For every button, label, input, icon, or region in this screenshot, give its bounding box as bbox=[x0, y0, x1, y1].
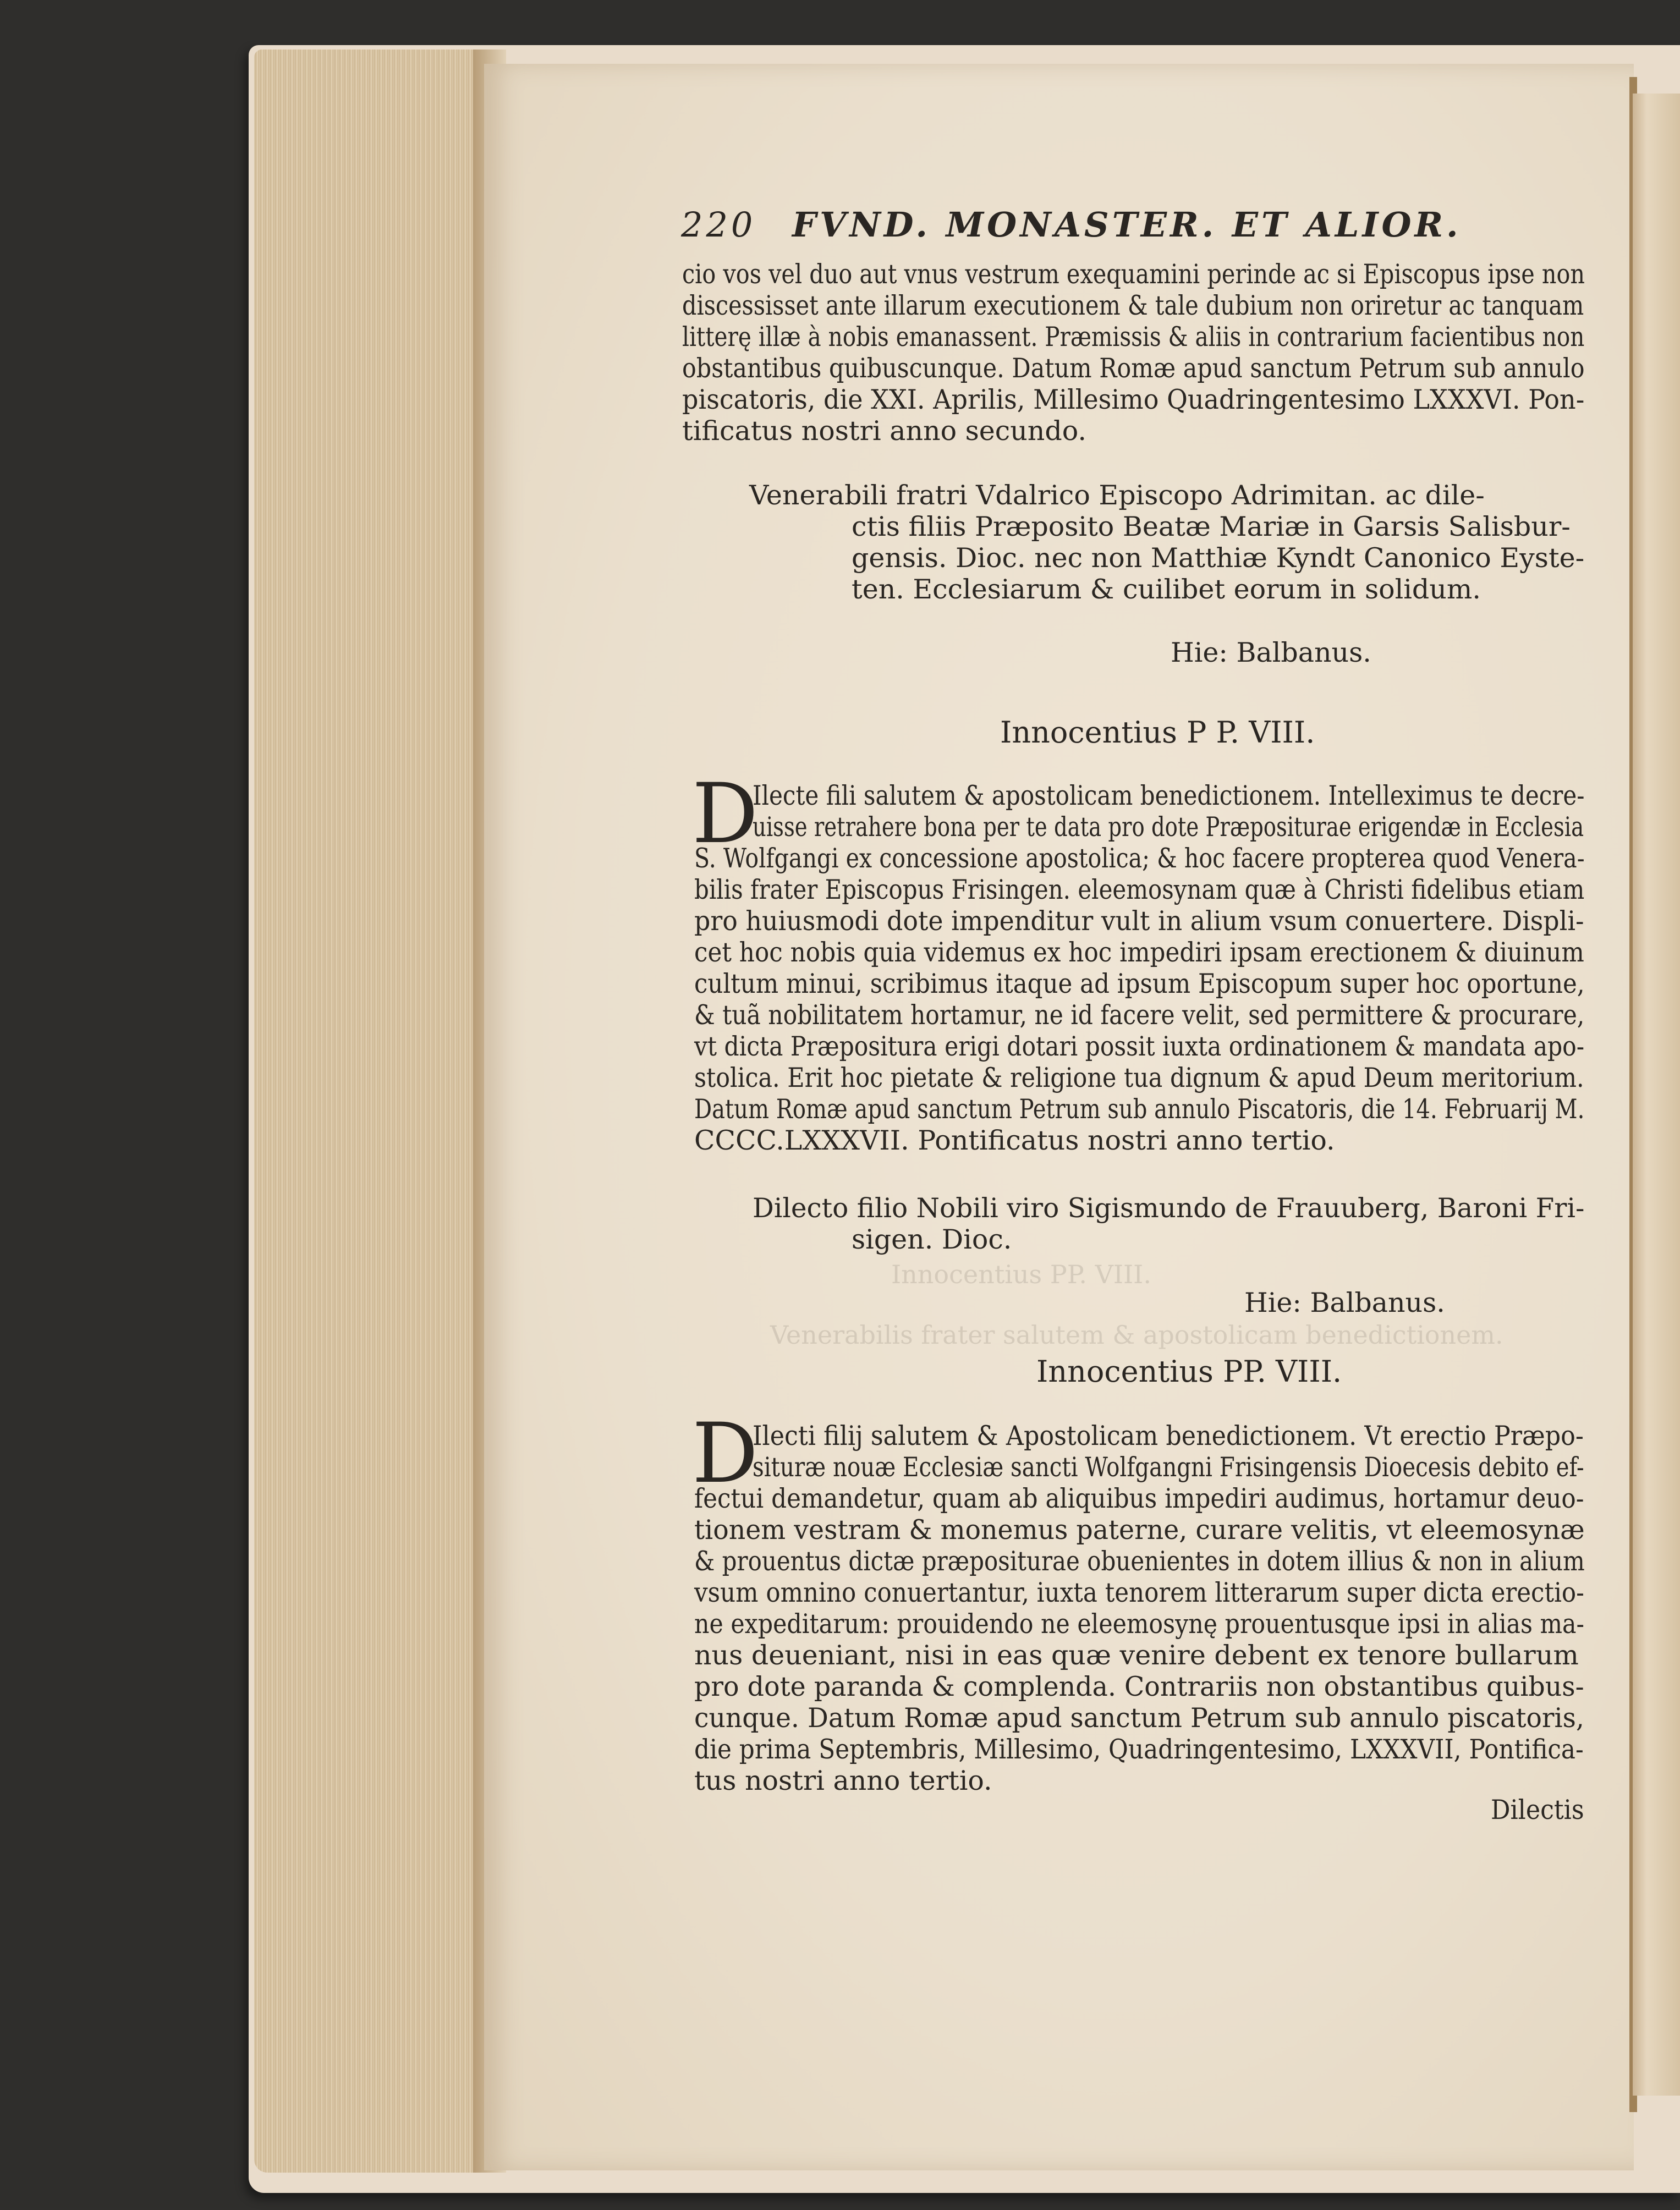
text-line: obstantibus quibuscunque. Datum Romæ apud sanctum Petrum sub annulo bbox=[682, 353, 1585, 384]
signature: Hie: Balbanus. bbox=[1244, 1287, 1445, 1318]
text-line: cunque. Datum Romæ apud sanctum Petrum sub annulo piscatoris, bbox=[694, 1702, 1584, 1734]
page-number: 220 bbox=[681, 205, 756, 245]
signature: Hie: Balbanus. bbox=[1171, 637, 1371, 668]
address-line: ten. Ecclesiarum & cuilibet eorum in solidum. bbox=[852, 574, 1481, 605]
text-line: piscatoris, die XXI. Aprilis, Millesimo Quadringentesimo LXXXVI. Pon- bbox=[682, 384, 1585, 415]
address-line: gensis. Dioc. nec non Matthiæ Kyndt Canonico Eyste- bbox=[852, 542, 1585, 574]
text-line: uisse retrahere bona per te data pro dote Præpositurae erigendæ in Ecclesia bbox=[753, 811, 1584, 843]
catchword: Dilectis bbox=[1491, 1794, 1584, 1826]
text-line: stolica. Erit hoc pietate & religione tua dignum & apud Deum meritorium. bbox=[694, 1062, 1584, 1093]
text-line: Datum Romæ apud sanctum Petrum sub annulo Piscatoris, die 14. Februarij M. bbox=[694, 1093, 1585, 1125]
drop-cap: D bbox=[692, 1406, 759, 1502]
text-line: bilis frater Episcopus Frisingen. eleemosynam quæ à Christi fidelibus etiam bbox=[694, 874, 1585, 905]
drop-cap: D bbox=[692, 766, 759, 862]
show-through-text: Venerabilis frater salutem & apostolicam benedictionem. bbox=[770, 1320, 1503, 1350]
text-line: litterę illæ à nobis emanassent. Præmissis & aliis in contrarium facientibus non bbox=[682, 321, 1585, 353]
text-line: vt dicta Præpositura erigi dotari possit iuxta ordinationem & mandata apo- bbox=[694, 1031, 1585, 1062]
text-line: discessisset ante illarum executionem & tale dubium non oriretur ac tanquam bbox=[682, 290, 1584, 321]
text-line: tionem vestram & monemus paterne, curare velitis, vt eleemosynæ bbox=[694, 1514, 1585, 1546]
address-line: Dilecto filio Nobili viro Sigismundo de Frauuberg, Baroni Fri- bbox=[753, 1192, 1585, 1224]
section-heading: Innocentius P P. VIII. bbox=[1000, 715, 1315, 750]
address-line: sigen. Dioc. bbox=[852, 1224, 1012, 1255]
text-line: nus deueniant, nisi in eas quæ venire debent ex tenore bullarum bbox=[694, 1640, 1579, 1671]
running-head: FVND. MONASTER. ET ALIOR. bbox=[792, 205, 1462, 245]
text-line: & tuã nobilitatem hortamur, ne id facere velit, sed permittere & procurare, bbox=[694, 999, 1585, 1031]
show-through-text: Innocentius PP. VIII. bbox=[891, 1260, 1151, 1289]
address-line: ctis filiis Præposito Beatæ Mariæ in Garsis Salisbur- bbox=[852, 511, 1571, 542]
text-line: Ilecti filij salutem & Apostolicam benedictionem. Vt erectio Præpo- bbox=[753, 1420, 1584, 1452]
text-line: cet hoc nobis quia videmus ex hoc impediri ipsam erectionem & diuinum bbox=[694, 937, 1584, 968]
text-line: & prouentus dictæ præpositurae obuenientes in dotem illius & non in alium bbox=[694, 1546, 1585, 1577]
text-line: cio vos vel duo aut vnus vestrum exequamini perinde ac si Episcopus ipse non bbox=[682, 259, 1585, 290]
text-line: fectui demandetur, quam ab aliquibus impediri audimus, hortamur deuo- bbox=[694, 1483, 1584, 1514]
text-line: situræ nouæ Ecclesiæ sancti Wolfgangni Frisingensis Dioecesis debito ef- bbox=[753, 1452, 1584, 1483]
text-line: die prima Septembris, Millesimo, Quadringentesimo, LXXXVII, Pontifica- bbox=[694, 1734, 1584, 1765]
text-line: tificatus nostri anno secundo. bbox=[682, 415, 1086, 447]
text-line: cultum minui, scribimus itaque ad ipsum Episcopum super hoc oportune, bbox=[694, 968, 1585, 999]
text-line: pro dote paranda & complenda. Contrariis non obstantibus quibus- bbox=[694, 1671, 1584, 1702]
page-edges bbox=[254, 50, 480, 2173]
text-line: ne expeditarum: prouidendo ne eleemosynę prouentusque ipsi in alias ma- bbox=[694, 1608, 1584, 1640]
address-line: Venerabili fratri Vdalrico Episcopo Adrimitan. ac dile- bbox=[749, 480, 1485, 511]
section-heading: Innocentius PP. VIII. bbox=[1036, 1354, 1342, 1389]
facing-page-edge bbox=[1633, 94, 1680, 2096]
text-line: S. Wolfgangi ex concessione apostolica; & hoc facere propterea quod Venera- bbox=[694, 843, 1585, 874]
text-line: tus nostri anno tertio. bbox=[694, 1765, 992, 1796]
text-line: Ilecte fili salutem & apostolicam benedictionem. Intelleximus te decre- bbox=[753, 780, 1585, 811]
text-line: CCCC.LXXXVII. Pontificatus nostri anno tertio. bbox=[694, 1125, 1335, 1156]
text-line: pro huiusmodi dote impenditur vult in alium vsum conuertere. Displi- bbox=[694, 905, 1584, 937]
text-line: vsum omnino conuertantur, iuxta tenorem litterarum super dicta erectio- bbox=[694, 1577, 1584, 1608]
